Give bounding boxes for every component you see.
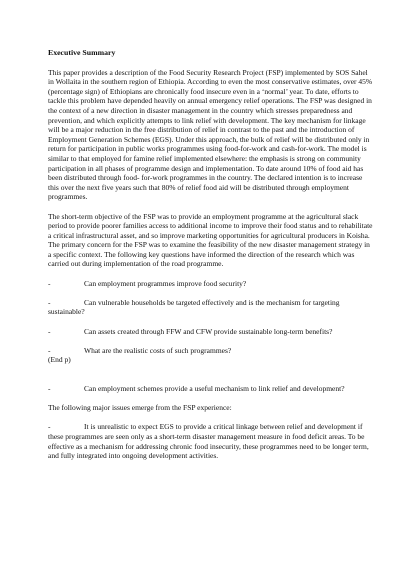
bullet-marker: - [48, 278, 51, 288]
end-marker: (End p) [48, 355, 71, 365]
bullet-marker: - [48, 345, 51, 355]
issues-intro: The following major issues emerge from the FSP experience: [48, 403, 232, 413]
issue-item [48, 422, 373, 460]
spacer [48, 365, 373, 384]
document-page [48, 48, 373, 470]
question-text: What are the realistic costs of such programmes? [84, 345, 232, 355]
question-text: Can employment programmes improve food security? [84, 278, 247, 288]
question-item [48, 384, 373, 394]
question-item [48, 298, 373, 317]
bullet-marker: - [48, 422, 51, 432]
issue-text: It is unrealistic to expect EGS to provide a critical linkage between relief and development if these programmes are seen only as a short-term disaster management measure in food deficit areas. To be effective as a mechanism for addressing chronic food insecurity, these programmes need to be longer term, and fully integrated into ongoing development activities. [48, 422, 369, 461]
bullet-marker: - [48, 326, 51, 336]
question-item [48, 279, 373, 289]
bullet-marker: - [48, 297, 51, 307]
bullet-marker: - [48, 384, 51, 393]
question-text: Can vulnerable households be targeted effectively and is the mechanism for targeting sustainable? [48, 297, 340, 317]
objective-paragraph: The short-term objective of the FSP was to provide an employment programme at the agricultural slack period to provide poorer families access to additional income to improve their food status and to rehabilitate a critical infrastructural asset, and so improve marketing opportunities for agricultural producers in Koisha. The primary concern for the FSP was to examine the feasibility of the new disaster management strategy in a specific context. The following key questions have informed the direction of the research which was carried out during implementation of the road programme. [48, 211, 373, 269]
question-item [48, 327, 373, 337]
intro-paragraph: This paper provides a description of the Food Security Research Project (FSP) implemented by SOS Sahel in Wollaita in the southern region of Ethiopia. According to even the most conservative estimates, over 45%(percentage sign) of Ethiopians are chronically food insecure even in a ‘normal’ year. To date, efforts to tackle this problem have depended heavily on annual emergency relief operations. The FSP was designed in the context of a new direction in disaster management in the country which stresses preparedness and prevention, and which explicitly attempts to link relief with development. The key mechanism for linkage will be a major reduction in the free distribution of relief in contrast to the past and the introduction of Employment Generation Schemes (EGS). Under this approach, the bulk of relief will be distributed only in return for participation in public works programmes using food-for-work and cash-for-work. The model is similar to that employed for famine relief implemented elsewhere: the emphasis is strong on community participation in all phases of programme design and implementation. To date around 10% of food aid has been distributed through food- for-work programmes in the country. The declared intention is to increase this over the next five years such that 80% of relief food aid will be distributed through employment programmes. [48, 67, 373, 202]
question-text: Can employment schemes provide a useful mechanism to link relief and development? [84, 384, 345, 393]
question-text: Can assets created through FFW and CFW provide sustainable long-term benefits? [84, 326, 333, 336]
section-heading: Executive Summary [48, 48, 116, 57]
question-item [48, 346, 373, 356]
